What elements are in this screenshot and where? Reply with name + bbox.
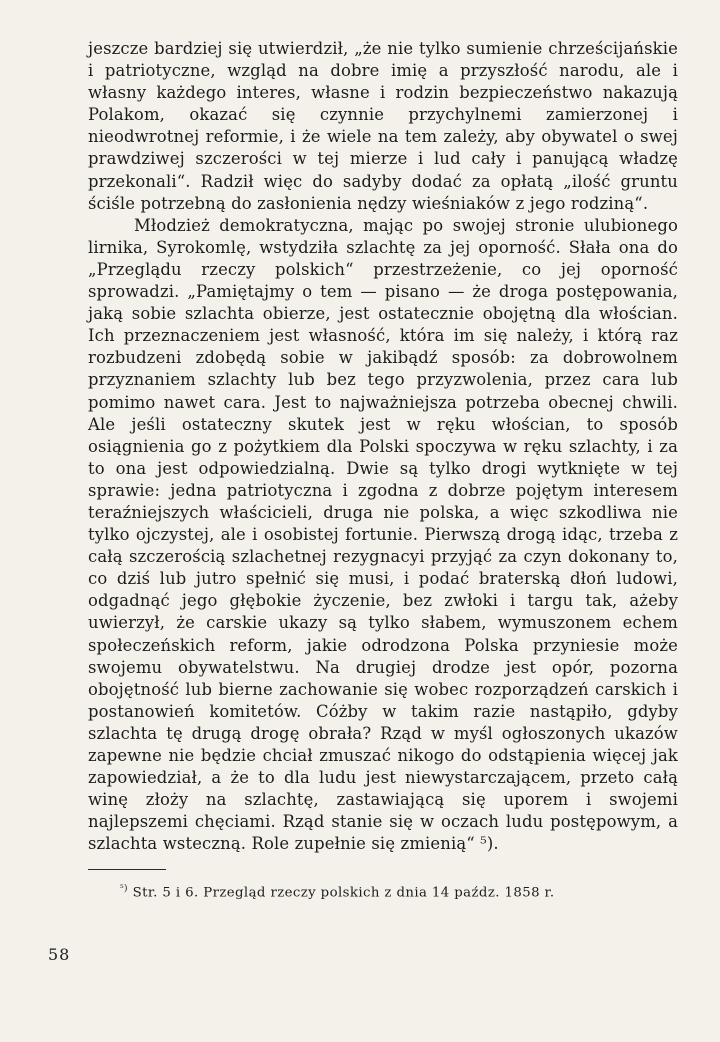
footnote-marker: ⁵)	[120, 884, 128, 895]
page-body	[88, 38, 678, 903]
paragraph-2: Młodzież demokratyczna, mając po swojej stronie ulubionego lirnika, Syrokomlę, wstydziła szlachtę za jej oporność. Słała ona do „Przeglądu rzeczy polskich“ przestrzeżenie, co jej oporność sprowadzi. „Pamiętajmy o tem — pisano — że droga postępowania, jaką sobie szlachta obierze, jest ostatecznie obojętną dla włościan. Ich przeznaczeniem jest własność, która im się należy, i którą raz rozbudzeni zdobędą sobie w jakibądź sposób: za dobrowolnem przyznaniem szlachty lub bez tego przyzwolenia, przez cara lub pomimo nawet cara. Jest to najważniejsza potrzeba obecnej chwili. Ale jeśli ostateczny skutek jest w ręku włościan, to sposób osiągnienia go z pożytkiem dla Polski spoczywa w ręku szlachty, i za to ona jest odpowiedzialną. Dwie są tylko drogi wytknięte w tej sprawie: jedna patriotyczna i zgodna z dobrze pojętym interesem teraźniejszych właścicieli, druga nie polska, a więc szkodliwa nie tylko ojczystej, ale i osobistej fortunie. Pierwszą drogą idąc, trzeba z całą szczerością szlachetnej rezygnacyi przyjąć za czyn dokonany to, co dziś lub jutro spełnić się musi, i podać braterską dłoń ludowi, odgadnąć jego głębokie życzenie, bez zwłoki i targu tak, ażeby uwierzył, że carskie ukazy są tylko słabem, wymuszonem echem społeczeńskich reform, jakie odrodzona Polska przyniesie może swojemu obywatelstwu. Na drugiej drodze jest opór, pozorna obojętność lub bierne zachowanie się wobec rozporządzeń carskich i postanowień komitetów. Cóżby w takim razie nastąpiło, gdyby szlachta tę drugą drogę obrała? Rząd w myśl ogłoszonych ukazów zapewne nie będzie chciał zmuszać nikogo do odstąpienia więcej jak zapowiedział, a że to dla ludu jest niewystarczającem, przeto całą winę złoży na szlachtę, zastawiającą się uporem i swojemi najlepszemi chęciami. Rząd stanie się w oczach ludu postępowym, a szlachta wsteczną. Role zupełnie się zmienią“ ⁵).	[88, 215, 678, 854]
footnote-text: Str. 5 i 6. Przegląd rzeczy polskich z dnia 14 paźdz. 1858 r.	[132, 885, 555, 901]
page-number: 58	[48, 945, 71, 964]
footnote-divider	[88, 869, 166, 870]
paragraph-1: jeszcze bardziej się utwierdził, „że nie tylko sumienie chrześcijańskie i patriotyczne, wzgląd na dobre imię a przyszłość narodu, ale i własny każdego interes, własne i rodzin bezpieczeństwo nakazują Polakom, okazać się czynnie przychylnemi zamierzonej i nieodwrotnej reformie, i że wiele na tem zależy, aby obywatel o swej prawdziwej szczerości w tej mierze i lud cały i panującą władzę przekonali“. Radził więc do sadyby dodać za opłatą „ilość gruntu ściśle potrzebną do zasłonienia nędzy wieśniaków z jego rodziną“.	[88, 39, 678, 213]
main-text	[88, 38, 678, 855]
footnote	[88, 880, 678, 902]
